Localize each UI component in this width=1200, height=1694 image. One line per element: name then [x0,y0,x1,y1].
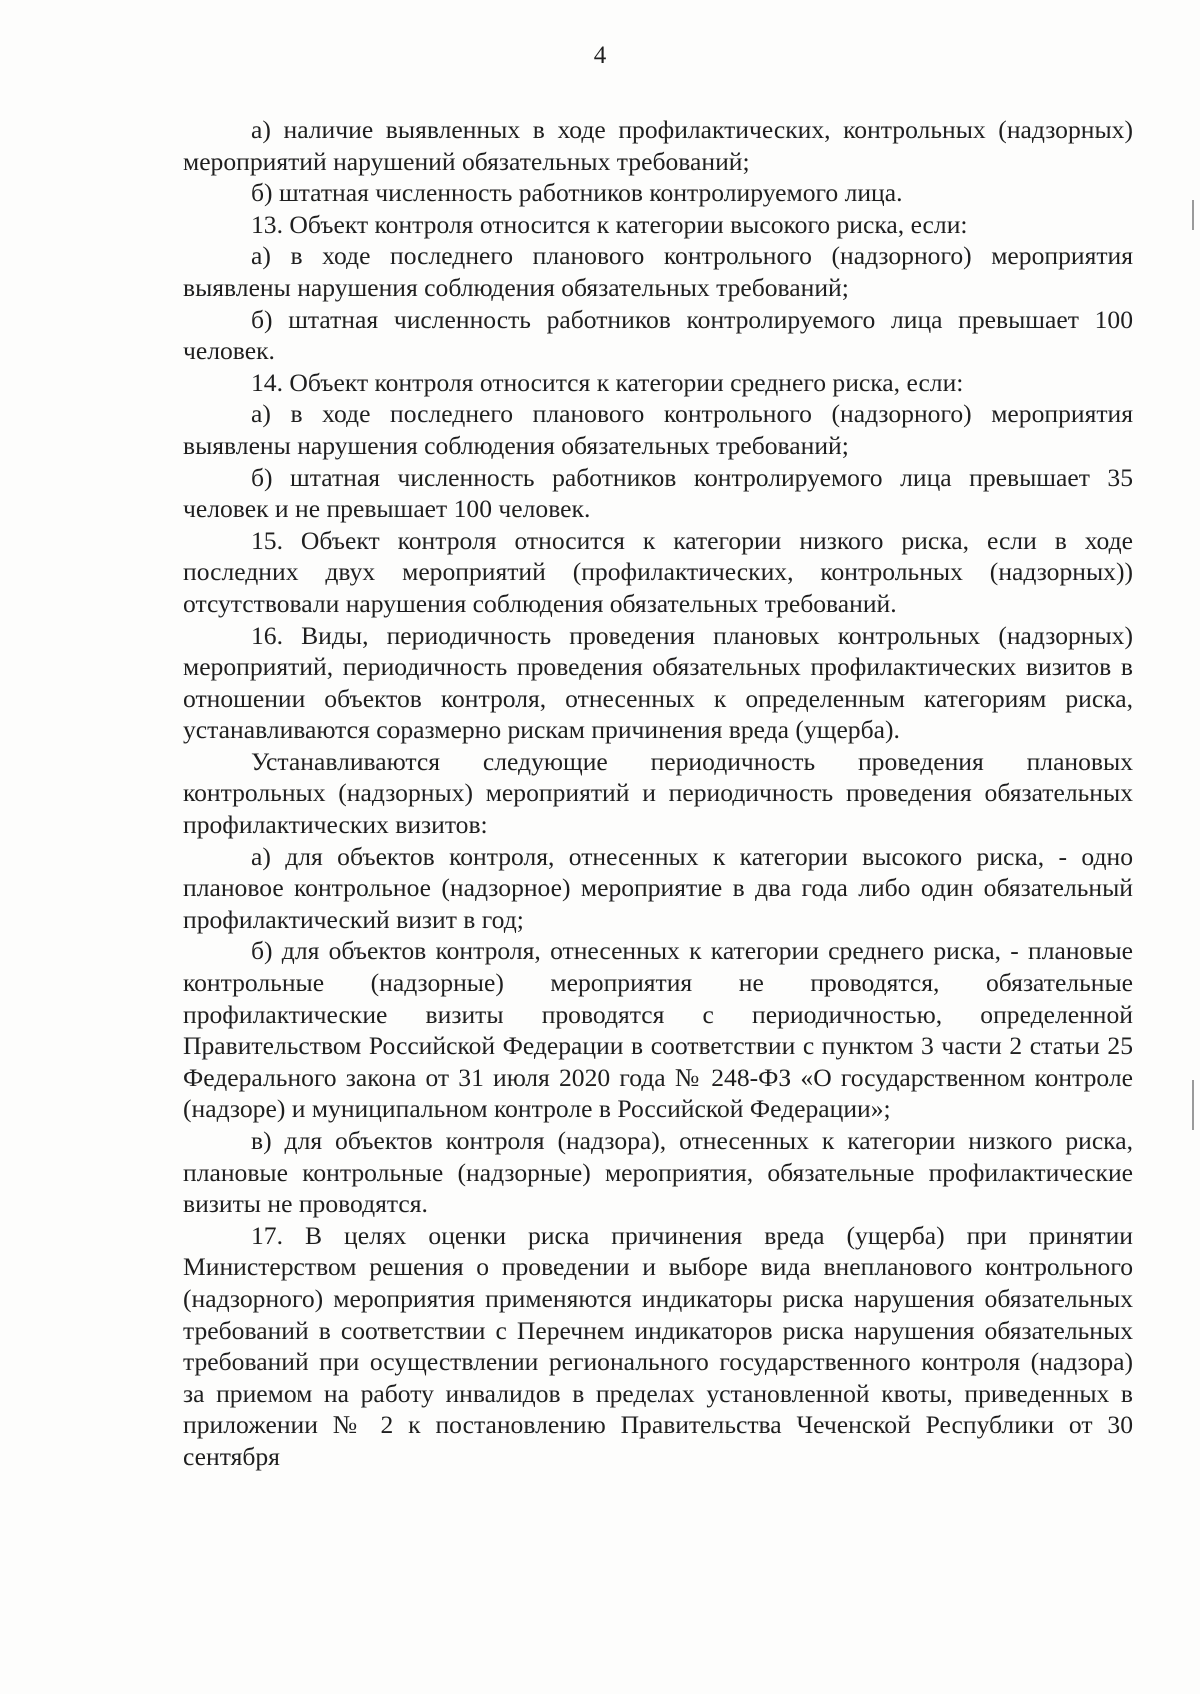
paragraph: б) штатная численность работников контролируемого лица превышает 100 человек. [183,304,1133,366]
paragraph: 15. Объект контроля относится к категории низкого риска, если в ходе последних двух мероприятий (профилактических, контрольных (надзорных)) отсутствовали нарушения соблюдения обязательных требований. [183,525,1133,618]
paragraph: б) для объектов контроля, отнесенных к категории среднего риска, - плановые контрольные (надзорные) мероприятия не проводятся, обязательные профилактические визиты проводятся с периодичностью, определенной Правительством Российской Федерации в соответствии с пунктом 3 части 2 статьи 25 Федерального закона от 31 июля 2020 года № 248-ФЗ «О государственном контроле (надзоре) и муниципальном контроле в Российской Федерации»; [183,936,1133,1124]
paragraph: а) в ходе последнего планового контрольного (надзорного) мероприятия выявлены нарушения соблюдения обязательных требований; [183,241,1133,302]
paragraph: а) наличие выявленных в ходе профилактических, контрольных (надзорных) мероприятий нарушений обязательных требований; [183,115,1133,176]
paragraph: 17. В целях оценки риска причинения вреда (ущерба) при принятии Министерством решения о проведении и выборе вида внепланового контрольного (надзорного) мероприятия применяются индикаторы риска нарушения обязательных требований в соответствии с Перечнем индикаторов риска нарушения обязательных требований при осуществлении регионального государственного контроля (надзора) за приемом на работу инвалидов в пределах установленной квоты, приведенных в приложении № 2 к постановлению Правительства Чеченской Республики от 30 сентября [183,1220,1133,1471]
scan-edge-mark [1192,200,1194,230]
paragraph: 14. Объект контроля относится к категории среднего риска, если: [251,367,964,397]
paragraph: а) для объектов контроля, отнесенных к категории высокого риска, - одно плановое контрольное (надзорное) мероприятие в два года либо один обязательный профилактический визит в год; [183,841,1133,934]
paragraph: 13. Объект контроля относится к категории высокого риска, если: [251,209,968,239]
paragraph: Устанавливаются следующие периодичность проведения плановых контрольных (надзорных) мероприятий и периодичность проведения обязательных профилактических визитов: [183,746,1133,840]
paragraph: 16. Виды, периодичность проведения плановых контрольных (надзорных) мероприятий, периодичность проведения обязательных профилактических визитов в отношении объектов контроля, отнесенных к определенным категориям риска, устанавливаются соразмерно рискам причинения вреда (ущерба). [183,620,1133,745]
page-number: 4 [593,42,607,69]
paragraph: б) штатная численность работников контролируемого лица. [251,178,903,208]
paragraph: б) штатная численность работников контролируемого лица превышает 35 человек и не превышает 100 человек. [183,462,1133,524]
paragraph: в) для объектов контроля (надзора), отнесенных к категории низкого риска, плановые контрольные (надзорные) мероприятия, обязательные профилактические визиты не проводятся. [183,1126,1133,1219]
paragraph: а) в ходе последнего планового контрольного (надзорного) мероприятия выявлены нарушения соблюдения обязательных требований; [183,399,1133,460]
document-body [183,114,1133,1473]
scan-edge-mark [1192,1080,1194,1130]
